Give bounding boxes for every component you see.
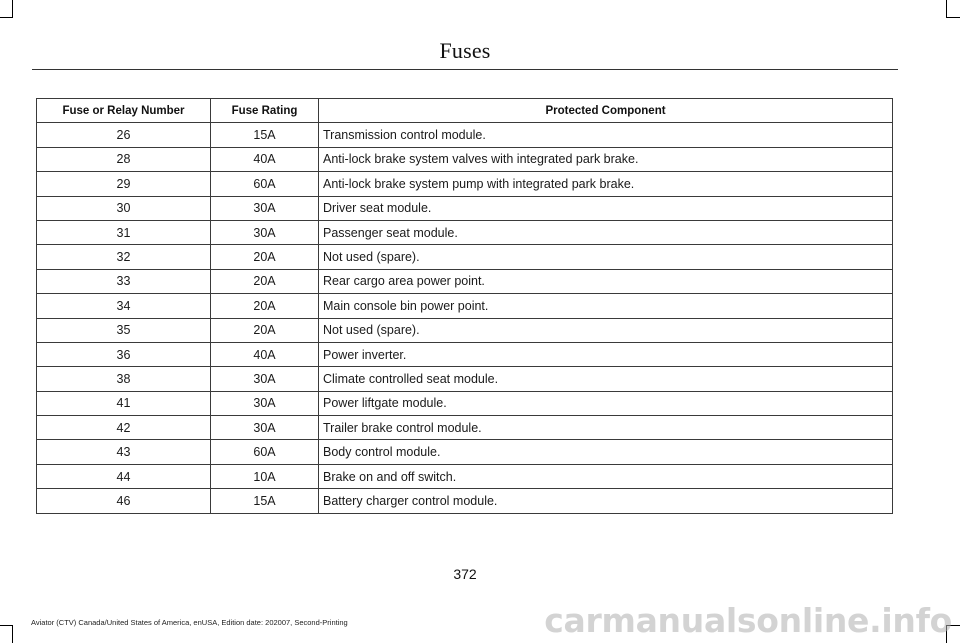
cell-protected-component: Main console bin power point. xyxy=(319,294,893,318)
cell-fuse-rating: 20A xyxy=(211,269,319,293)
table-row xyxy=(37,245,893,269)
cell-fuse-number: 42 xyxy=(37,416,211,440)
cell-fuse-number: 43 xyxy=(37,440,211,464)
cell-protected-component: Trailer brake control module. xyxy=(319,416,893,440)
cell-protected-component: Power liftgate module. xyxy=(319,391,893,415)
table-row xyxy=(37,464,893,488)
cell-fuse-number: 36 xyxy=(37,342,211,366)
cell-fuse-number: 28 xyxy=(37,147,211,171)
cell-fuse-rating: 30A xyxy=(211,391,319,415)
cell-protected-component: Climate controlled seat module. xyxy=(319,367,893,391)
page-title: Fuses xyxy=(439,38,491,63)
table-row xyxy=(37,440,893,464)
cell-fuse-rating: 40A xyxy=(211,342,319,366)
cell-fuse-rating: 15A xyxy=(211,123,319,147)
crop-mark-top-left-v xyxy=(12,0,13,18)
table-row xyxy=(37,172,893,196)
cell-fuse-rating: 20A xyxy=(211,318,319,342)
cell-fuse-number: 46 xyxy=(37,489,211,513)
cell-fuse-number: 30 xyxy=(37,196,211,220)
table-row xyxy=(37,123,893,147)
table-header-row xyxy=(37,99,893,123)
table-row xyxy=(37,147,893,171)
cell-fuse-rating: 20A xyxy=(211,245,319,269)
cell-fuse-number: 29 xyxy=(37,172,211,196)
cell-fuse-number: 34 xyxy=(37,294,211,318)
cell-protected-component: Rear cargo area power point. xyxy=(319,269,893,293)
cell-protected-component: Body control module. xyxy=(319,440,893,464)
table-row xyxy=(37,318,893,342)
page-number: 372 xyxy=(453,566,477,582)
table-row xyxy=(37,196,893,220)
cell-fuse-rating: 10A xyxy=(211,464,319,488)
cell-fuse-number: 38 xyxy=(37,367,211,391)
column-header-protected-component: Protected Component xyxy=(319,99,893,123)
table-row xyxy=(37,220,893,244)
cell-fuse-rating: 30A xyxy=(211,220,319,244)
crop-mark-top-left-h xyxy=(0,17,13,18)
crop-mark-top-right-h xyxy=(946,17,960,18)
cell-protected-component: Not used (spare). xyxy=(319,318,893,342)
cell-protected-component: Brake on and off switch. xyxy=(319,464,893,488)
cell-fuse-rating: 60A xyxy=(211,440,319,464)
table-row xyxy=(37,489,893,513)
cell-protected-component: Transmission control module. xyxy=(319,123,893,147)
cell-protected-component: Battery charger control module. xyxy=(319,489,893,513)
cell-fuse-rating: 30A xyxy=(211,416,319,440)
crop-mark-bottom-left-h xyxy=(0,625,13,626)
cell-protected-component: Anti-lock brake system valves with integrated park brake. xyxy=(319,147,893,171)
footer-edition-text: Aviator (CTV) Canada/United States of America, enUSA, Edition date: 202007, Second-Printing xyxy=(31,618,348,627)
cell-fuse-number: 44 xyxy=(37,464,211,488)
cell-fuse-number: 41 xyxy=(37,391,211,415)
table-row xyxy=(37,416,893,440)
table-row xyxy=(37,391,893,415)
cell-protected-component: Not used (spare). xyxy=(319,245,893,269)
cell-protected-component: Power inverter. xyxy=(319,342,893,366)
cell-fuse-number: 26 xyxy=(37,123,211,147)
cell-protected-component: Passenger seat module. xyxy=(319,220,893,244)
crop-mark-top-right-v xyxy=(946,0,947,18)
watermark: carmanualsonline.info xyxy=(544,601,952,640)
cell-fuse-rating: 60A xyxy=(211,172,319,196)
table-body xyxy=(37,123,893,513)
table-row xyxy=(37,294,893,318)
title-divider xyxy=(32,69,898,70)
cell-fuse-number: 33 xyxy=(37,269,211,293)
cell-fuse-rating: 30A xyxy=(211,196,319,220)
column-header-fuse-rating: Fuse Rating xyxy=(211,99,319,123)
column-header-fuse-number: Fuse or Relay Number xyxy=(37,99,211,123)
cell-protected-component: Driver seat module. xyxy=(319,196,893,220)
cell-fuse-rating: 30A xyxy=(211,367,319,391)
cell-fuse-number: 35 xyxy=(37,318,211,342)
cell-fuse-rating: 15A xyxy=(211,489,319,513)
table-row xyxy=(37,342,893,366)
cell-fuse-rating: 40A xyxy=(211,147,319,171)
table-row xyxy=(37,367,893,391)
crop-mark-bottom-left-v xyxy=(12,625,13,643)
cell-fuse-number: 31 xyxy=(37,220,211,244)
table-row xyxy=(37,269,893,293)
cell-protected-component: Anti-lock brake system pump with integrated park brake. xyxy=(319,172,893,196)
cell-fuse-rating: 20A xyxy=(211,294,319,318)
cell-fuse-number: 32 xyxy=(37,245,211,269)
fuse-table xyxy=(36,98,893,514)
